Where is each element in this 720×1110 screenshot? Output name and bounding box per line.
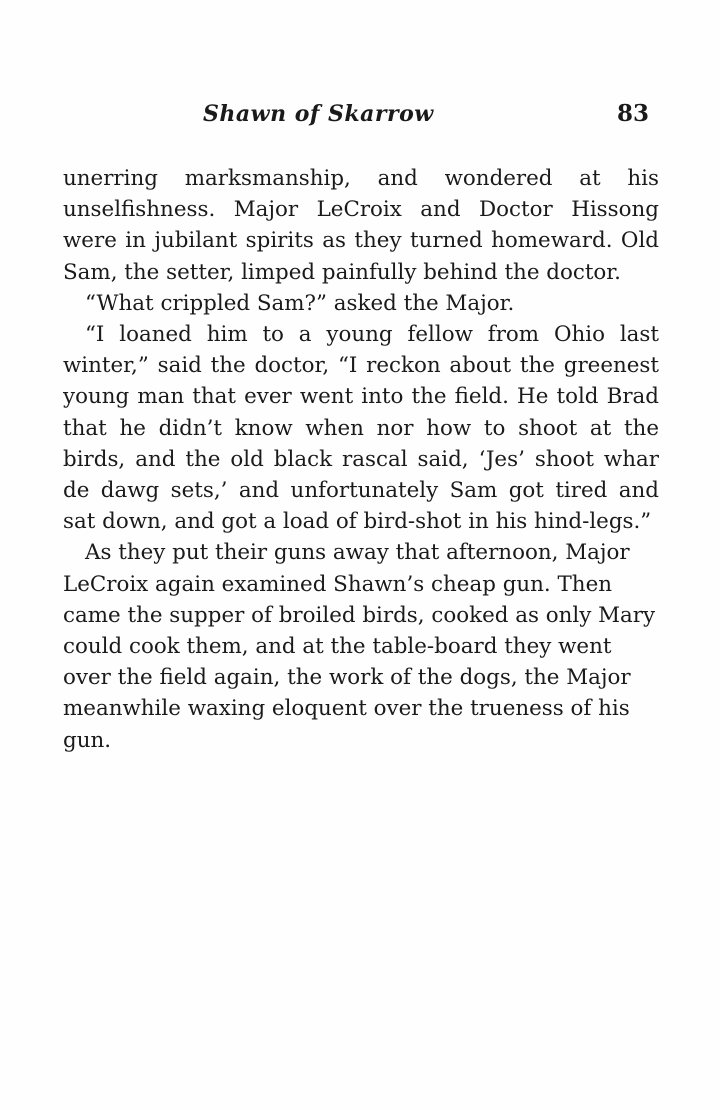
paragraph: “What crippled Sam?” asked the Major.	[85, 290, 515, 316]
page-header	[63, 100, 657, 127]
paragraph: unerring marksmanship, and wondered at his unselfishness. Major LeCroix and Doctor Hissong were in jubilant spirits as they turned homeward. Old Sam, the setter, limped painfully behind the doctor.	[63, 166, 659, 285]
running-title: Shawn of Skarrow	[203, 101, 434, 127]
body-text	[63, 163, 659, 756]
paragraph: “I loaned him to a young fellow from Ohio last winter,” said the doctor, “I reckon about the greenest young man that ever went into the field. He told Brad that he didn’t know when nor how to shoot at the birds, and the old black rascal said, ‘Jes’ shoot whar de dawg sets,’ and unfortunately Sam got tired and sat down, and got a load of bird-shot in his hind-legs.”	[63, 322, 659, 535]
page-number: 83	[616, 100, 649, 127]
paragraph: As they put their guns away that afternoon, Major LeCroix again examined Shawn’s cheap gun. Then came the supper of broiled birds, cooked as only Mary could cook them, and at the table-board they went over the field again, the work of the dogs, the Major meanwhile waxing eloquent over the trueness of his gun.	[63, 540, 656, 753]
